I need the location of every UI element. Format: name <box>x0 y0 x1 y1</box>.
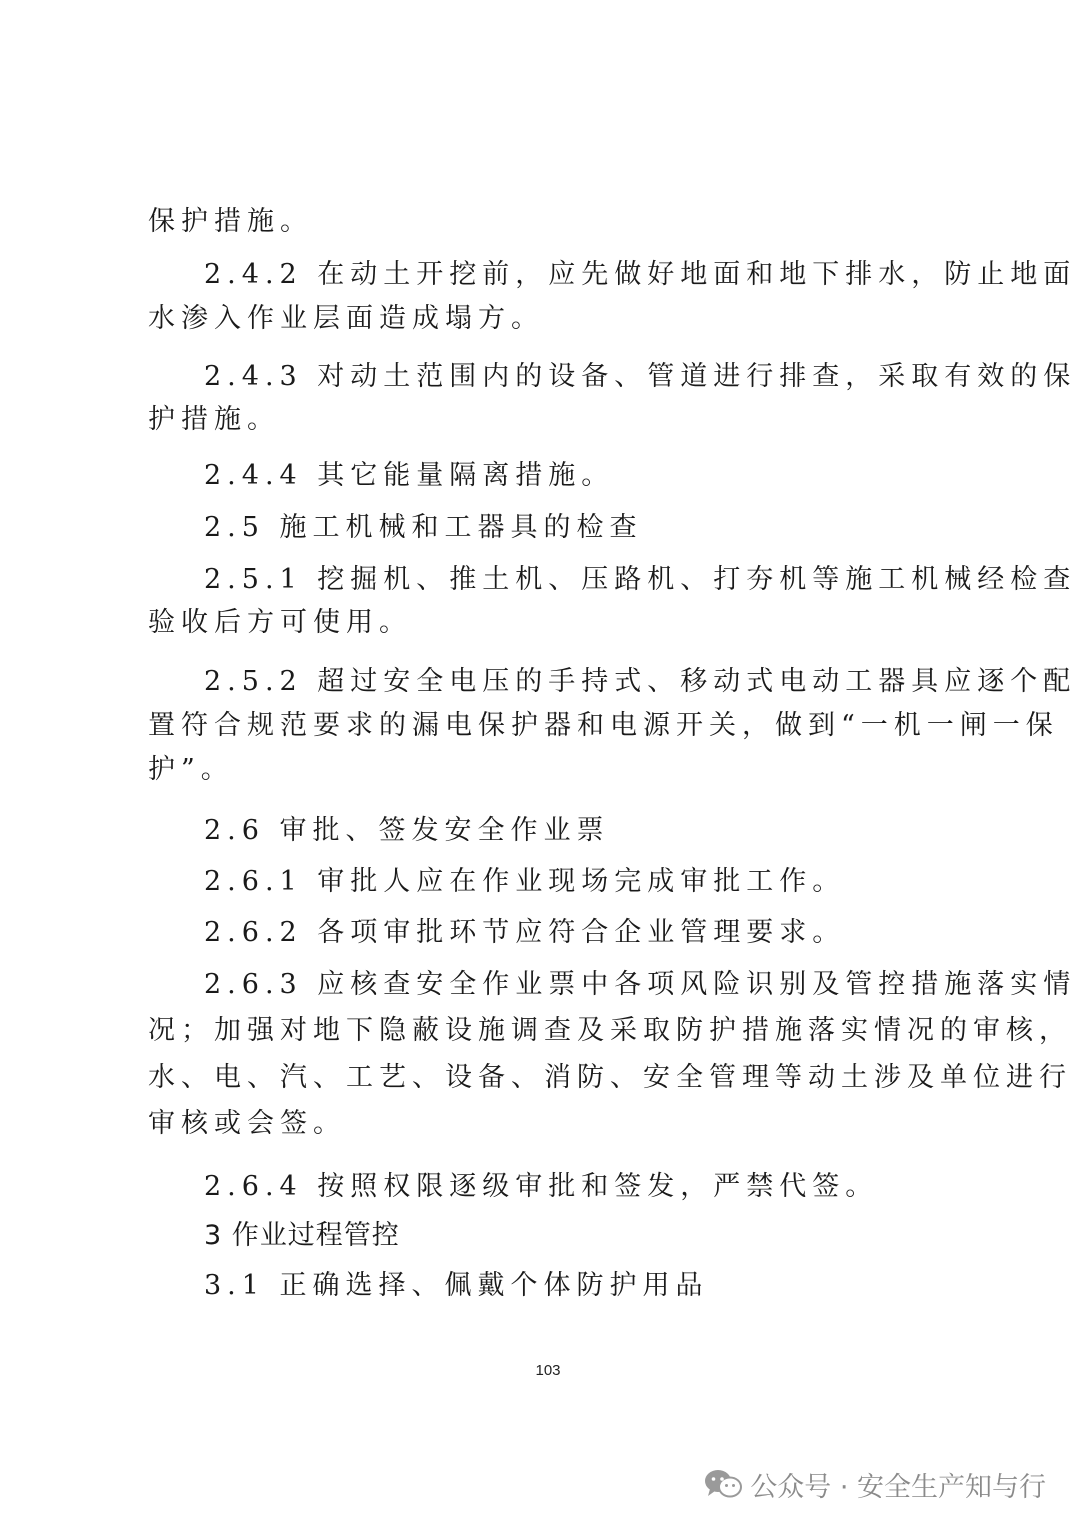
body-line: 置符合规范要求的漏电保护器和电源开关，做到“一机一闸一保 <box>148 710 1059 741</box>
body-line: 2.5.2 超过安全电压的手持式、移动式电动工器具应逐个配 <box>204 666 1077 697</box>
watermark <box>704 1462 1046 1506</box>
subsection-heading: 2.5 施工机械和工器具的检查 <box>204 512 643 543</box>
body-line: 2.6.4 按照权限逐级审批和签发，严禁代签。 <box>204 1171 879 1202</box>
section-heading: 3 作业过程管控 <box>204 1220 400 1251</box>
wechat-icon <box>704 1468 742 1500</box>
body-line: 审核或会签。 <box>148 1108 346 1139</box>
body-line: 2.4.3 对动土范围内的设备、管道进行排查，采取有效的保 <box>204 361 1077 392</box>
body-line: 水渗入作业层面造成塌方。 <box>148 303 544 334</box>
body-line: 2.4.2 在动土开挖前，应先做好地面和地下排水，防止地面 <box>204 259 1077 290</box>
body-line: 2.6.3 应核查安全作业票中各项风险识别及管控措施落实情 <box>204 969 1077 1000</box>
watermark-text: 公众号 · 安全生产知与行 <box>750 1471 1046 1503</box>
body-line: 2.5.1 挖掘机、推土机、压路机、打夯机等施工机械经检查 <box>204 564 1077 595</box>
body-line: 护措施。 <box>148 404 280 435</box>
body-line: 护”。 <box>148 754 234 785</box>
body-line: 保护措施。 <box>148 206 313 237</box>
body-line: 验收后方可使用。 <box>148 607 412 638</box>
subsection-heading: 2.6 审批、签发安全作业票 <box>204 815 610 846</box>
body-line: 水、电、汽、工艺、设备、消防、安全管理等动土涉及单位进行 <box>148 1062 1072 1093</box>
body-line: 况；加强对地下隐蔽设施调查及采取防护措施落实情况的审核， <box>148 1015 1072 1046</box>
body-line: 2.6.2 各项审批环节应符合企业管理要求。 <box>204 917 846 948</box>
page-number: 103 <box>535 1362 561 1379</box>
subsection-heading: 3.1 正确选择、佩戴个体防护用品 <box>204 1270 709 1301</box>
body-line: 2.4.4 其它能量隔离措施。 <box>204 460 615 491</box>
body-line: 2.6.1 审批人应在作业现场完成审批工作。 <box>204 866 846 897</box>
